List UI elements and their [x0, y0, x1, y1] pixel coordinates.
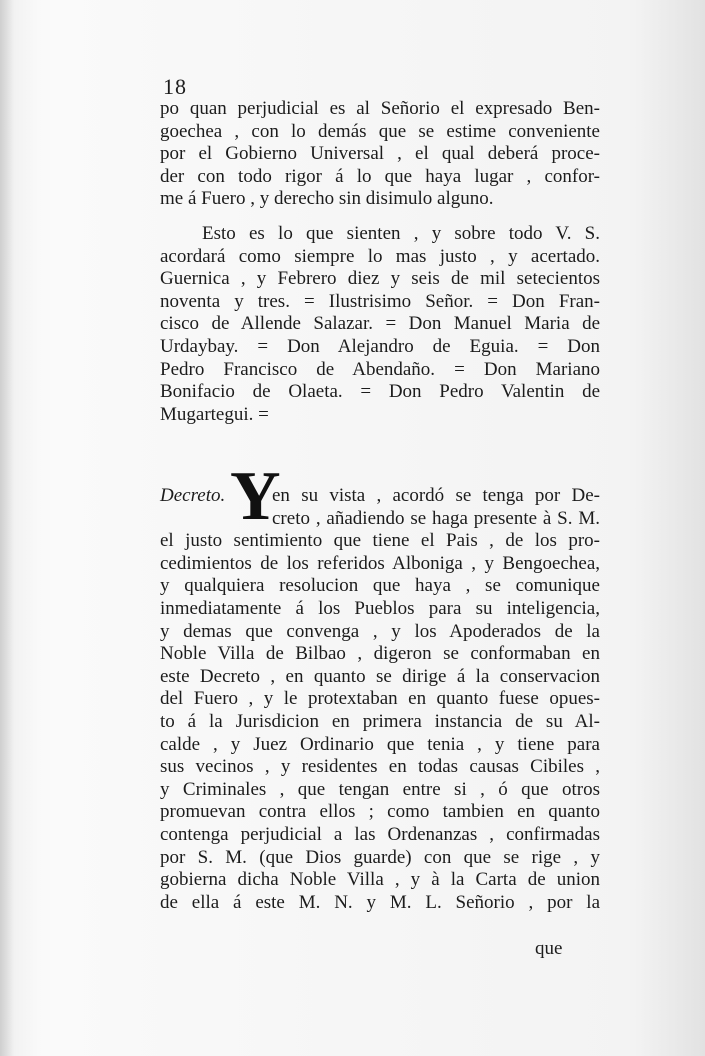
text-line: creto , añadiendo se haga presente à S. M. [272, 507, 600, 529]
text-line: goechea , con lo demás que se estime conveniente [160, 120, 600, 142]
text-line: y demas que convenga , y los Apoderados de la [160, 620, 600, 642]
text-line: sus vecinos , y residentes en todas causas Cibiles , [160, 756, 600, 778]
paragraph-2 [160, 223, 600, 426]
text-line: Esto es lo que sienten , y sobre todo V. S. [202, 223, 600, 244]
paragraph-1 [160, 98, 600, 211]
page-number: 18 [163, 74, 187, 99]
text-line: Pedro Francisco de Abendaño. = Don Mariano [160, 358, 600, 380]
text-line: contenga perjudicial a las Ordenanzas , confirmadas [160, 823, 600, 845]
text-line: Guernica , y Febrero diez y seis de mil setecientos [160, 268, 600, 290]
text-line: acordará como siempre lo mas justo , y acertado. [160, 245, 600, 267]
text-line: Mugartegui. = [160, 403, 269, 425]
text-line: Urdaybay. = Don Alejandro de Eguia. = Don [160, 335, 600, 357]
text-line: por S. M. (que Dios guarde) con que se rige , y [160, 846, 600, 868]
text-line: por el Gobierno Universal , el qual deberá proce- [160, 143, 600, 165]
text-line: este Decreto , en quanto se dirige á la conservacion [160, 665, 600, 687]
decree-label: Decreto. [160, 485, 226, 506]
text-line: me á Fuero , y derecho sin disimulo alguno. [160, 188, 494, 210]
text-line: cedimientos de los referidos Alboniga , y Bengoechea, [160, 552, 600, 574]
text-line: noventa y tres. = Ilustrisimo Señor. = Don Fran- [160, 290, 600, 312]
text-line: to á la Jurisdicion en primera instancia de su Al- [160, 710, 600, 732]
text-line: promuevan contra ellos ; como tambien en quanto [160, 801, 600, 823]
text-line: de ella á este M. N. y M. L. Señorio , por la [160, 891, 600, 913]
text-line: cisco de Allende Salazar. = Don Manuel Maria de [160, 313, 600, 335]
text-line: der con todo rigor á lo que haya lugar , confor- [160, 165, 600, 187]
text-line: y Criminales , que tengan entre si , ó que otros [160, 778, 600, 800]
catchword: que [535, 938, 563, 959]
text-line: en su vista , acordó se tenga por De- [272, 485, 600, 506]
decree-section [160, 458, 600, 914]
text-line: calde , y Juez Ordinario que tenia , y tiene para [160, 733, 600, 755]
text-line: gobierna dicha Noble Villa , y à la Carta de union [160, 869, 600, 891]
drop-cap: Y [230, 458, 281, 535]
text-line: Noble Villa de Bilbao , digeron se conformaban en [160, 643, 600, 665]
text-line: del Fuero , y le protextaban en quanto fuese opues- [160, 688, 600, 710]
text-line: el justo sentimiento que tiene el Pais , de los pro- [160, 530, 600, 552]
text-line: Bonifacio de Olaeta. = Don Pedro Valentin de [160, 381, 600, 403]
text-line: y qualquiera resolucion que haya , se comunique [160, 575, 600, 597]
text-line: po quan perjudicial es al Señorio el expresado Ben- [160, 98, 600, 119]
text-line: inmediatamente á los Pueblos para su inteligencia, [160, 597, 600, 619]
